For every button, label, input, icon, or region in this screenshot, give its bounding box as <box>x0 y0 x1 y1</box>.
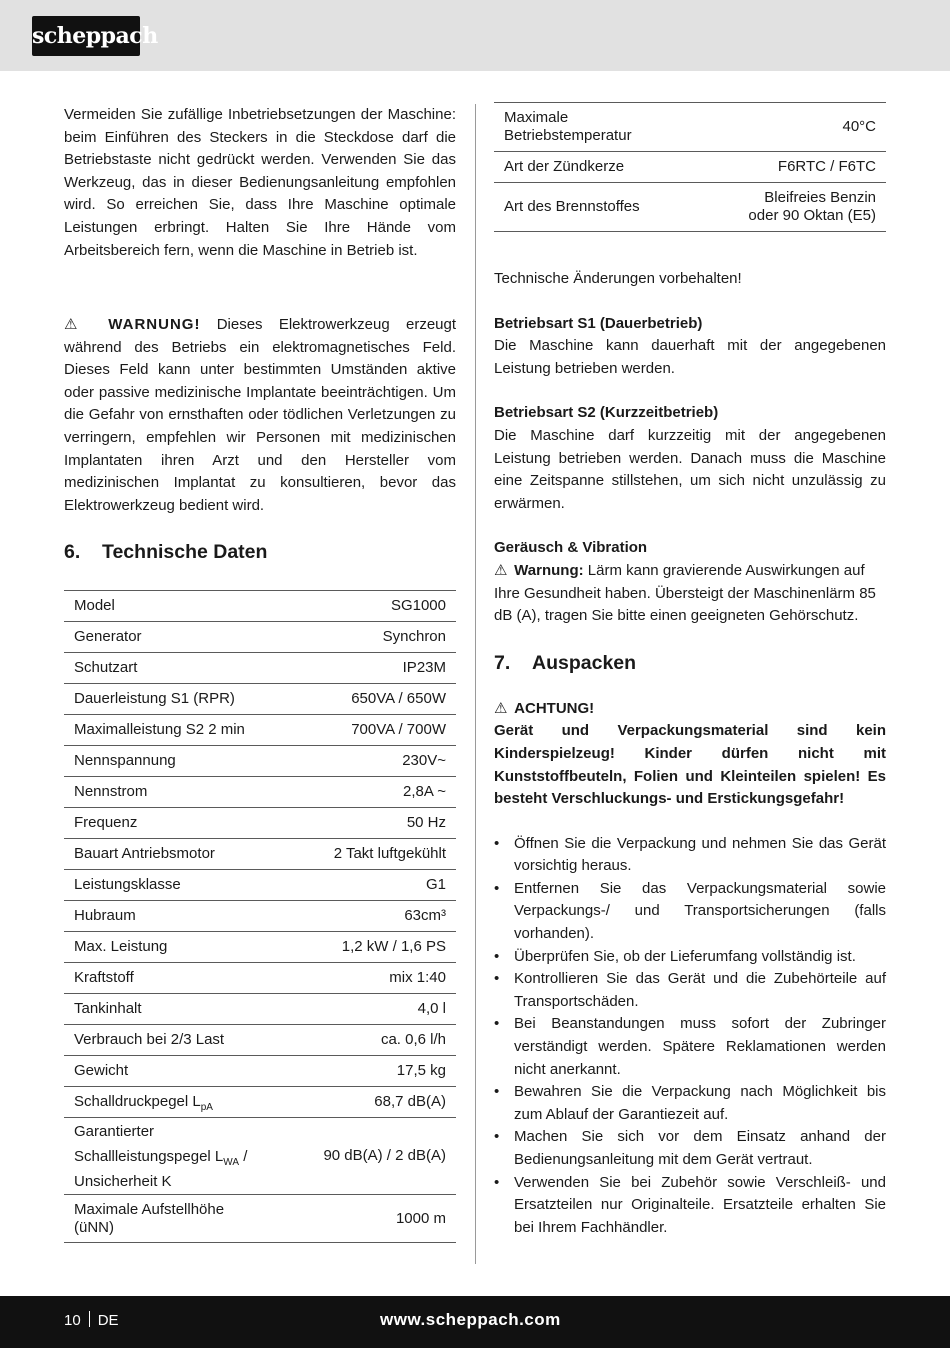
caution-text: Gerät und Verpackungsmaterial sind kein Kinderspielzeug! Kinder dürfen nicht mit Kunststoffbeuteln, Folien und Kleinteilen spielen! Es besteht Verschluckungs- und Erstickungsgefahr! <box>494 722 886 808</box>
spec-value: 40°C <box>842 118 876 135</box>
spec-label: Tankinhalt <box>74 1000 142 1018</box>
spec-value: 1,2 kW / 1,6 PS <box>341 938 446 956</box>
warning-triangle-icon: ⚠ <box>494 699 508 717</box>
column-divider <box>475 104 476 1264</box>
emf-warning-paragraph <box>64 314 456 517</box>
section-6-heading <box>64 539 456 565</box>
spec-value: 650VA / 650W <box>351 690 446 708</box>
spec-label: Gewicht <box>74 1062 129 1080</box>
spec-value: SG1000 <box>390 597 446 615</box>
spec-row <box>64 777 456 808</box>
spec-row <box>64 684 456 715</box>
section-6-number: 6. <box>64 541 81 564</box>
noise-title: Geräusch & Vibration <box>494 539 648 557</box>
spec-row <box>64 715 456 746</box>
spec-value: 4,0 l <box>417 1000 446 1018</box>
spec-row <box>64 870 456 901</box>
technical-data-table-continued <box>494 102 886 232</box>
spec-value: Synchron <box>382 628 446 646</box>
spec-label: Maximale Aufstellhöhe (üNN) <box>74 1200 225 1236</box>
technical-data-table <box>64 590 456 1243</box>
spec-row-pressure <box>64 1087 456 1118</box>
list-item: • Verwenden Sie bei Zubehör sowie Verschleiß- und Ersatzteilen nur Originalteile. Ersatzteile erhalten Sie bei Ihrem Fachhändler. <box>494 1172 886 1240</box>
list-item: • Entfernen Sie das Verpackungsmaterial sowie Verpackungs-/ und Transportsicherungen (falls vorhanden). <box>494 878 886 946</box>
list-item: • Bewahren Sie die Verpackung nach Möglichkeit bis zum Ablauf der Garantiezeit auf. <box>494 1081 886 1126</box>
spec-row <box>64 653 456 684</box>
caution-label: ACHTUNG! <box>514 699 595 717</box>
s1-text: Die Maschine kann dauerhaft mit der angegebenen Leistung betrieben werden. <box>494 337 886 377</box>
spec-row-altitude <box>64 1195 456 1243</box>
spec-row <box>64 839 456 870</box>
list-item: • Machen Sie sich vor dem Einsatz anhand der Bedienungsanleitung mit dem Gerät vertraut. <box>494 1126 886 1171</box>
warning-label: WARNUNG! <box>108 316 201 333</box>
caution-heading <box>494 698 886 721</box>
spec-label: Art der Zündkerze <box>504 158 625 175</box>
spec-value: 90 dB(A) / 2 dB(A) <box>323 1147 446 1165</box>
spec-row <box>64 963 456 994</box>
warning-text: Dieses Elektrowerkzeug erzeugt während des Betriebs ein elektromagnetisches Feld. Dieses Feld kann unter bestimmten Umständen aktive oder passive medizinische Implantate beeinträchtigen. Um die Gefahr von ernsthaften oder tödlichen Verletzungen zu verringern, empfehlen wir Personen mit medizinischen Implantaten ihren Arzt und den Hersteller vom medizinischen Implantat zu konsultieren, bevor das Elektrowerkzeug bedient wird. <box>64 316 457 514</box>
spec-value: G1 <box>425 876 446 894</box>
spec-label: Verbrauch bei 2/3 Last <box>74 1031 225 1049</box>
spec-value: Bleifreies Benzin oder 90 Oktan (E5) <box>748 189 876 224</box>
left-column <box>64 104 456 1243</box>
spec-label: Nennstrom <box>74 783 148 801</box>
spec-value: 700VA / 700W <box>351 721 446 739</box>
noise-warning-paragraph <box>494 560 886 628</box>
unpacking-list <box>494 833 886 1240</box>
spec-value: IP23M <box>402 659 446 677</box>
spec-label: Dauerleistung S1 (RPR) <box>74 690 235 708</box>
spec-row <box>64 901 456 932</box>
warning-triangle-icon: ⚠ <box>64 316 78 333</box>
spec-row-spark-plug <box>494 152 886 183</box>
section-6-title: Technische Daten <box>102 541 268 564</box>
spec-label: Art des Brennstoffes <box>504 198 640 215</box>
spec-row <box>64 808 456 839</box>
page-indicator <box>64 1310 119 1332</box>
spec-row <box>64 746 456 777</box>
footer-bar <box>0 1296 950 1348</box>
list-item: • Kontrollieren Sie das Gerät und die Zubehörteile auf Transportschäden. <box>494 968 886 1013</box>
spec-row <box>64 622 456 653</box>
spec-row <box>64 1025 456 1056</box>
s1-title: Betriebsart S1 (Dauerbetrieb) <box>494 314 703 332</box>
spec-label: Model <box>74 597 115 615</box>
spec-row-temperature <box>494 103 886 152</box>
spec-value: 17,5 kg <box>396 1062 446 1080</box>
intro-paragraph: Vermeiden Sie zufällige Inbetriebsetzungen der Maschine: beim Einführen des Steckers in die Steckdose darf die Betriebstaste nicht gedrückt werden. Verwenden Sie das Werkzeug, das in dieser Bedienungsanleitung empfohlen wird. So erreichen Sie, dass Ihre Maschine optimale Leistungen erbringt. Halten Sie Ihre Hände vom Arbeitsbereich fern, wenn die Maschine in Betrieb ist. <box>64 106 456 259</box>
list-item: • Bei Beanstandungen muss sofort der Zubringer verständigt werden. Spätere Reklamationen werden nicht anerkannt. <box>494 1013 886 1081</box>
spec-label: Frequenz <box>74 814 138 832</box>
spec-label: Kraftstoff <box>74 969 134 987</box>
section-7-heading <box>494 650 886 676</box>
section-7-number: 7. <box>494 651 511 674</box>
changes-note: Technische Änderungen vorbehalten! <box>494 270 742 287</box>
s2-text: Die Maschine darf kurzzeitig mit der angegebenen Leistung betrieben werden. Danach muss die Maschine eine Zeitspanne stillstehen, um sich nicht unzulässig zu erwärmen. <box>494 426 886 512</box>
spec-label: Generator <box>74 628 142 646</box>
spec-row <box>64 591 456 622</box>
scheppach-logo: scheppach <box>32 16 140 56</box>
spec-label: Maximalleistung S2 2 min <box>74 721 245 739</box>
spec-row <box>64 1056 456 1087</box>
spec-value: mix 1:40 <box>389 969 446 987</box>
spec-label: Bauart Antriebsmotor <box>74 845 215 863</box>
spec-value: F6RTC / F6TC <box>777 158 876 175</box>
spec-value: 2 Takt luftgekühlt <box>333 845 446 863</box>
noise-warning-label: Warnung: <box>514 561 584 579</box>
spec-row <box>64 994 456 1025</box>
spec-label: Leistungsklasse <box>74 876 181 894</box>
spec-label: Schutzart <box>74 659 138 677</box>
section-7-title: Auspacken <box>532 651 637 674</box>
spec-row <box>64 932 456 963</box>
page-number: 10 <box>64 1312 81 1329</box>
list-item: • Öffnen Sie die Verpackung und nehmen Sie das Gerät vorsichtig heraus. <box>494 833 886 878</box>
spec-value: 68,7 dB(A) <box>374 1093 446 1111</box>
warning-triangle-icon: ⚠ <box>494 561 508 579</box>
spec-value: ca. 0,6 l/h <box>380 1031 446 1049</box>
spec-label: Schalldruckpegel $L_{pA}$ <box>74 1093 213 1114</box>
header-band <box>0 0 950 71</box>
spec-row-sound-power <box>64 1118 456 1195</box>
spec-row-fuel <box>494 183 886 232</box>
spec-value: 1000 m <box>395 1209 446 1227</box>
spec-label: Maximale Betriebstemperatur <box>504 109 632 144</box>
spec-value: 2,8A ~ <box>403 783 446 801</box>
spec-value: 230V~ <box>402 752 446 770</box>
page-language: DE <box>97 1312 119 1329</box>
spec-label: Garantierter Schallleistungspegel $L_{WA}$ / Unsicherheit K <box>74 1122 248 1190</box>
spec-value: 63cm³ <box>404 907 446 925</box>
spec-label: Nennspannung <box>74 752 176 770</box>
list-item: • Überprüfen Sie, ob der Lieferumfang vollständig ist. <box>494 946 886 969</box>
spec-label: Max. Leistung <box>74 938 168 956</box>
noise-text: Lärm kann gravierende Auswirkungen auf Ihre Gesundheit haben. Übersteigt der Maschinenlärm 85 dB (A), tragen Sie bitte einen geeigneten Gehörschutz. <box>494 561 876 625</box>
right-column <box>494 102 886 1239</box>
spec-label: Hubraum <box>74 907 136 925</box>
s2-title: Betriebsart S2 (Kurzzeitbetrieb) <box>494 404 719 422</box>
spec-value: 50 Hz <box>406 814 446 832</box>
page-separator <box>89 1311 90 1327</box>
website-url: www.scheppach.com <box>380 1310 561 1329</box>
